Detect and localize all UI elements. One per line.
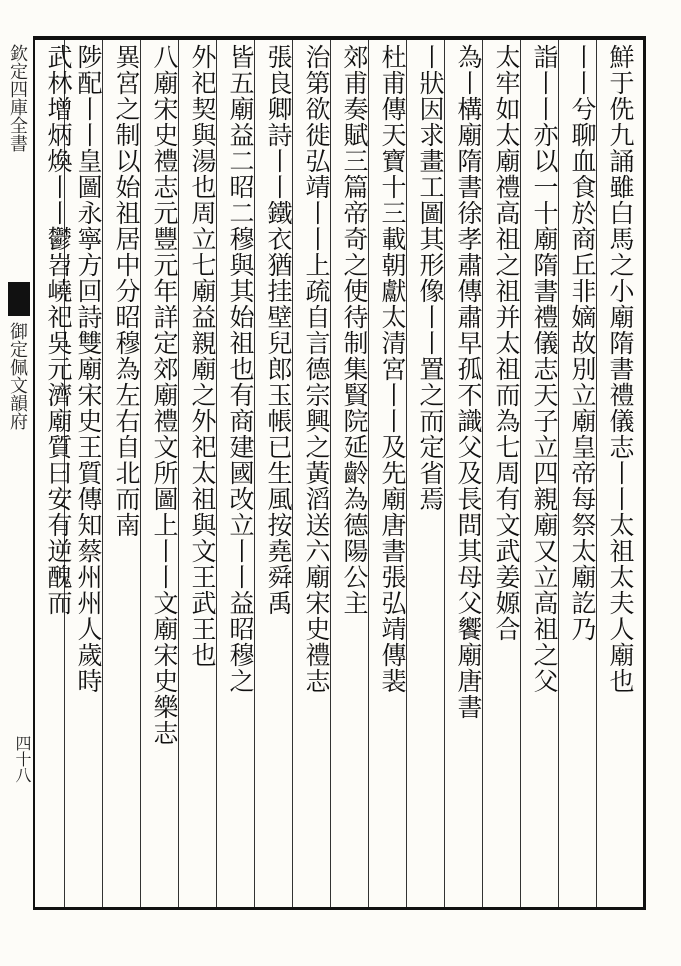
text-column-5: 為丨構廟隋書徐孝肅傳肅早孤不識父及長問其母父饗廟唐書 xyxy=(454,44,483,720)
text-column-11: 皆五廟益二昭二穆與其始祖也有商建國改立丨丨益昭穆之 xyxy=(226,44,255,694)
text-column-4: 太牢如太廟禮高祖之祖并太祖而為七周有文武姜嫄合 xyxy=(492,44,521,642)
text-column-10: 張良卿詩丨丨鐵衣猶挂壁兒郎玉帳已生風按堯舜禹 xyxy=(264,44,293,616)
text-column-13: 八廟宋史禮志元豐元年詳定郊廟禮文所圖上丨丨文廟宋史樂志 xyxy=(150,44,179,746)
fishtail-mark xyxy=(8,282,30,316)
text-column-8: 郊甫奏賦三篇帝奇之使待制集賢院延齡為德陽公主 xyxy=(340,44,369,616)
text-column-12: 外祀契與湯也周立七廟益親廟之外祀太祖與文王武王也 xyxy=(188,44,217,668)
book-title: 御定佩文韻府 xyxy=(7,322,28,430)
page-border-top xyxy=(35,36,645,40)
text-column-6: 丨狀因求畫工圖其形像丨丨置之而定省焉 xyxy=(416,44,445,512)
text-column-7: 杜甫傳天寶十三載朝獻太清宮丨丨及先廟唐書張弘靖傳裴 xyxy=(378,44,407,694)
page-border-bottom xyxy=(35,907,645,910)
text-column-15: 陟配丨丨皇圖永寧方回詩雙廟宋史王質傳知蔡州州人歲時 xyxy=(74,44,103,694)
text-column-14: 異宮之制以始祖居中分昭穆為左右自北而南 xyxy=(112,44,141,538)
text-column-1: 鮮于侁九誦雖白馬之小廟隋書禮儀志丨丨太祖太夫人廟也 xyxy=(606,44,635,694)
text-column-2: 丨丨兮聊血食於商丘非嫡故別立廟皇帝每祭太廟訖乃 xyxy=(568,44,597,642)
running-head: 欽定四庫全書 xyxy=(7,44,28,152)
page-number: 四十八 xyxy=(13,735,32,783)
text-column-9: 治第欲徙弘靖丨丨上疏自言德宗興之黃滔送六廟宋史禮志 xyxy=(302,44,331,694)
text-column-16: 武林增炳煥丨丨鬱岧嶢祀吳元濟廟質曰安有逆醜而 xyxy=(44,44,73,616)
text-column-3: 詣丨丨亦以一十廟隋書禮儀志天子立四親廟又立高祖之父 xyxy=(530,44,559,694)
page-border-right xyxy=(643,36,646,910)
